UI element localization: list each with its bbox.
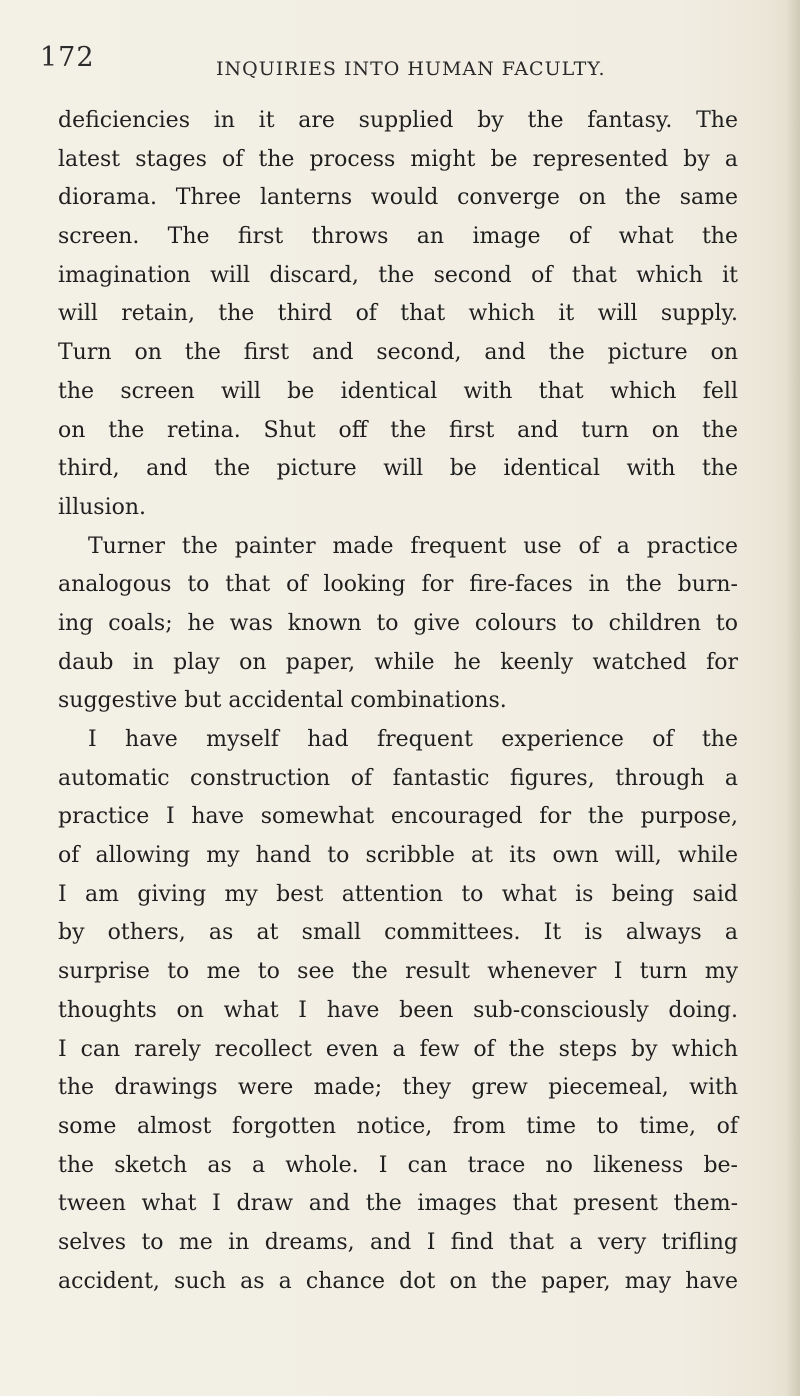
text-line: imagination will discard, the second of that which it (58, 262, 738, 288)
text-line: suggestive but accidental combinations. (58, 688, 507, 714)
text-line: illusion. (58, 494, 147, 520)
text-line: deficiencies in it are supplied by the fantasy. The (58, 108, 738, 133)
text-line: ing coals; he was known to give colours to children to (58, 610, 738, 636)
running-head: INQUIRIES INTO HUMAN FACULTY. (216, 58, 606, 80)
page-edge-shadow (786, 0, 800, 1396)
text-line: on the retina. Shut off the first and turn on the (58, 417, 738, 443)
text-line: selves to me in dreams, and I find that a very trifling (58, 1229, 738, 1255)
text-line: latest stages of the process might be represented by a (58, 146, 738, 172)
text-line: by others, as at small committees. It is always a (58, 920, 738, 946)
page-header (40, 28, 740, 88)
text-line: Turn on the first and second, and the picture on (58, 340, 738, 366)
text-line: practice I have somewhat encouraged for the purpose, (58, 804, 738, 830)
text-line: the sketch as a whole. I can trace no likeness be- (58, 1152, 738, 1178)
text-line: surprise to me to see the result whenever I turn my (58, 959, 738, 985)
text-line: the screen will be identical with that which fell (58, 378, 738, 404)
text-line: automatic construction of fantastic figures, through a (58, 765, 738, 791)
text-line: tween what I draw and the images that present them- (58, 1191, 738, 1217)
text-line: Turner the painter made frequent use of a practice (88, 533, 738, 559)
text-line: will retain, the third of that which it will supply. (58, 301, 738, 327)
text-line: thoughts on what I have been sub-consciously doing. (58, 997, 738, 1023)
text-line: accident, such as a chance dot on the paper, may have (58, 1268, 738, 1294)
text-line: screen. The first throws an image of what the (58, 224, 738, 250)
page-number: 172 (40, 42, 95, 73)
text-line: third, and the picture will be identical with the (58, 456, 738, 482)
text-line: analogous to that of looking for fire-faces in the burn- (58, 572, 738, 598)
text-line: I can rarely recollect even a few of the steps by which (58, 1036, 738, 1062)
text-line: the drawings were made; they grew piecemeal, with (58, 1075, 738, 1101)
text-line: some almost forgotten notice, from time to time, of (58, 1113, 738, 1139)
body-text (58, 102, 738, 1301)
text-line: of allowing my hand to scribble at its own will, while (58, 843, 738, 869)
text-line: I am giving my best attention to what is being said (58, 881, 738, 907)
text-line: diorama. Three lanterns would converge on the same (58, 185, 738, 211)
text-line: daub in play on paper, while he keenly watched for (58, 649, 738, 675)
text-line: I have myself had frequent experience of the (88, 727, 738, 752)
